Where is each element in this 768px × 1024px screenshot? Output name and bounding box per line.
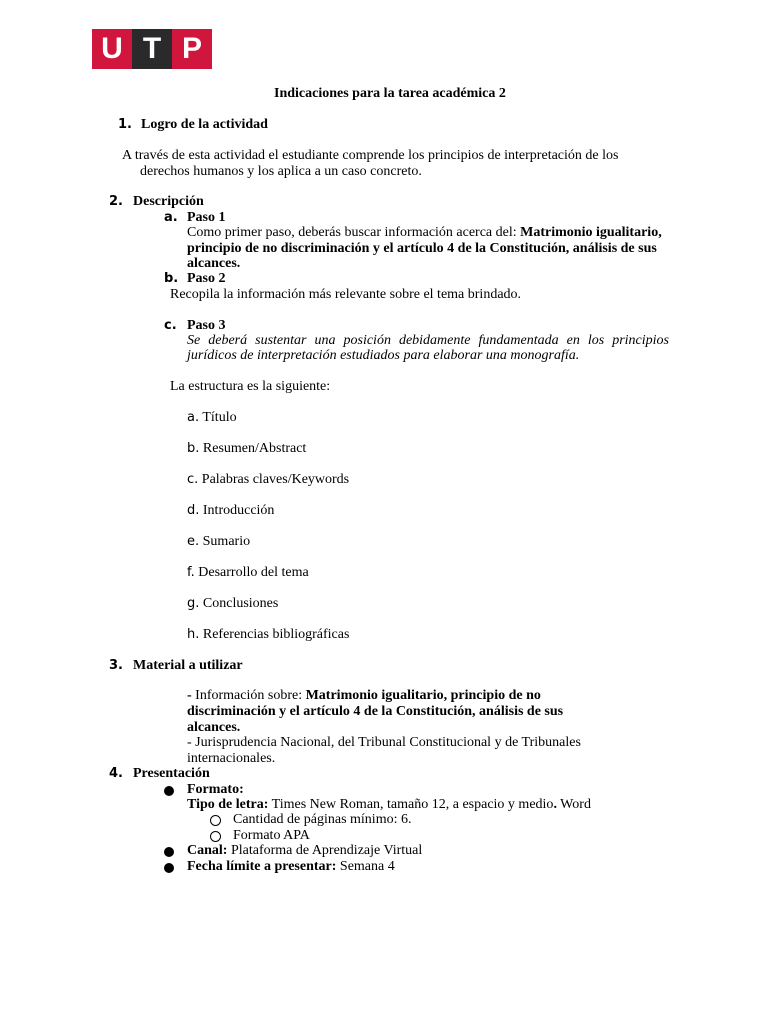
fecha-value: Semana 4 (336, 859, 395, 874)
paso3-line1: Se deberá sustentar una posición debidamente fundamentada en los principios (187, 333, 669, 348)
paso1-line3: alcances. (187, 256, 241, 271)
document-title: Indicaciones para la tarea académica 2 (274, 86, 506, 101)
material-item1-line1 (187, 688, 541, 704)
bullet-icon (164, 863, 174, 873)
paso2-text: Recopila la información más relevante sobre el tema brindado. (170, 287, 522, 302)
tipo-word: Word (556, 797, 591, 812)
structure-item (187, 627, 349, 643)
formato-label: Formato: (187, 782, 244, 797)
paso3-title: Paso 3 (187, 318, 226, 333)
section1-heading: Logro de la actividad (141, 117, 268, 132)
tipo-value: Times New Roman, tamaño 12, a espacio y medio (268, 797, 554, 812)
paso1-line1-plain: Como primer paso, deberás buscar información acerca del: (187, 225, 521, 240)
section3-number: 3. (109, 658, 123, 673)
material-item2-line2: internacionales. (187, 751, 276, 766)
structure-intro: La estructura es la siguiente: (170, 379, 331, 394)
section2-heading: Descripción (133, 194, 204, 209)
section1-text-line1: A través de esta actividad el estudiante comprende los principios de interpretación de los (122, 148, 619, 163)
section4-heading: Presentación (133, 766, 210, 781)
structure-item-letter: d. (187, 503, 200, 518)
section4-number: 4. (109, 766, 123, 781)
structure-item-letter: f. (187, 565, 195, 580)
bullet-icon (164, 786, 174, 796)
paso3-line2: jurídicos de interpretación estudiados para elaborar una monografía. (187, 348, 580, 363)
tipo-letra (187, 797, 591, 813)
paso1-title: Paso 1 (187, 210, 226, 225)
structure-item (187, 472, 349, 488)
section1-text-line2: derechos humanos y los aplica a un caso concreto. (140, 164, 422, 179)
section3-heading: Material a utilizar (133, 658, 243, 673)
tipo-sep: . (553, 797, 557, 812)
structure-item-letter: g. (187, 596, 200, 611)
fecha-limite (187, 859, 395, 875)
structure-item (187, 565, 309, 581)
material-item2-line1: - Jurisprudencia Nacional, del Tribunal Constitucional y de Tribunales (187, 735, 581, 750)
structure-item-text: Desarrollo del tema (198, 565, 309, 580)
material-dash: - (187, 688, 192, 703)
paso2-title: Paso 2 (187, 271, 226, 286)
logo-letter-p: P (172, 29, 212, 69)
circle-bullet-icon (210, 815, 221, 826)
circle-bullet-icon (210, 831, 221, 842)
tipo-label: Tipo de letra: (187, 797, 269, 812)
structure-item (187, 534, 250, 550)
utp-logo (92, 29, 212, 69)
structure-item-text: Resumen/Abstract (202, 441, 307, 456)
structure-item-letter: c. (187, 472, 199, 487)
fecha-label: Fecha límite a presentar: (187, 859, 337, 874)
structure-item-text: Palabras claves/Keywords (201, 472, 350, 487)
structure-item-text: Sumario (202, 534, 251, 549)
structure-item-text: Referencias bibliográficas (202, 627, 350, 642)
structure-item-text: Conclusiones (202, 596, 279, 611)
paso1-line2: principio de no discriminación y el artículo 4 de la Constitución, análisis de sus (187, 241, 657, 256)
bullet-icon (164, 847, 174, 857)
canal-value: Plataforma de Aprendizaje Virtual (227, 843, 423, 858)
material-item1-line3: alcances. (187, 720, 241, 735)
structure-item (187, 441, 306, 457)
material-item1-bold: Matrimonio igualitario, principio de no (305, 688, 541, 703)
paso3-letter: c. (164, 318, 177, 333)
paso1-letter: a. (164, 210, 178, 225)
paso1-line1-bold: Matrimonio igualitario, (520, 225, 662, 240)
canal (187, 843, 422, 859)
logo-letter-t: T (132, 29, 172, 69)
structure-item (187, 596, 278, 612)
logo-letter-u: U (92, 29, 132, 69)
structure-item-letter: a. (187, 410, 200, 425)
structure-item-letter: b. (187, 441, 200, 456)
paso1-line1 (187, 225, 662, 241)
structure-item (187, 503, 274, 519)
canal-label: Canal: (187, 843, 228, 858)
formato-sub2: Formato APA (233, 828, 310, 843)
material-item1-plain: Información sobre: (191, 688, 306, 703)
paso2-letter: b. (164, 271, 179, 286)
section2-number: 2. (109, 194, 123, 209)
material-item1-line2: discriminación y el artículo 4 de la Constitución, análisis de sus (187, 704, 564, 719)
structure-item-text: Título (202, 410, 237, 425)
structure-item-letter: h. (187, 627, 200, 642)
structure-item-letter: e. (187, 534, 200, 549)
section1-number: 1. (118, 117, 132, 132)
formato-sub1: Cantidad de páginas mínimo: 6. (233, 812, 412, 827)
structure-item (187, 410, 237, 426)
structure-item-text: Introducción (202, 503, 275, 518)
